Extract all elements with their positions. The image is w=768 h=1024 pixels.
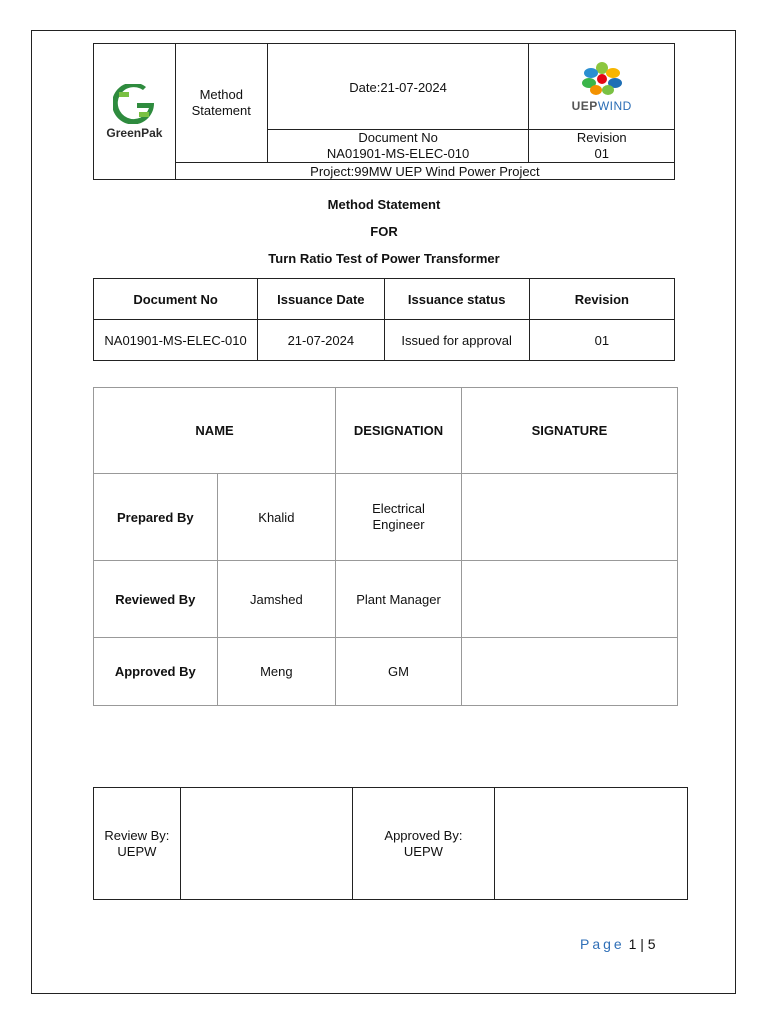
person-designation: GM (336, 638, 462, 706)
signature-cell[interactable] (461, 638, 677, 706)
method-statement-cell (175, 44, 267, 163)
table-row (94, 561, 678, 638)
revision-label: Revision (576, 130, 627, 145)
revision-value: 01 (594, 146, 609, 161)
greenpak-logo (94, 84, 175, 140)
document-no-value: NA01901-MS-ELEC-010 (326, 146, 470, 161)
header-date: Date:21-07-2024 (349, 80, 447, 95)
approved-by-label: Approved By: (384, 827, 463, 843)
table-row (94, 474, 678, 561)
sig-header-name: NAME (94, 388, 336, 474)
role-label: Reviewed By (94, 561, 218, 638)
title-line-3: Turn Ratio Test of Power Transformer (268, 251, 500, 266)
review-by-label: Review By: (104, 827, 170, 843)
person-name: Jamshed (217, 561, 336, 638)
approved-by-cell (353, 788, 495, 900)
sig-header-signature: SIGNATURE (461, 388, 677, 474)
page-word: Page (580, 936, 625, 952)
title-line-1: Method Statement (327, 197, 441, 212)
document-table (93, 278, 675, 361)
uep-logo (529, 61, 674, 113)
review-signature-cell[interactable] (180, 788, 352, 900)
doc-cell-document-no: NA01901-MS-ELEC-010 (94, 320, 258, 361)
person-name: Meng (217, 638, 336, 706)
document-no-cell (267, 130, 529, 163)
page-number (580, 936, 656, 952)
uep-logo-text: UEPWIND (571, 98, 632, 113)
doc-cell-revision: 01 (529, 320, 674, 361)
role-label: Prepared By (94, 474, 218, 561)
doc-header-issuance-status: Issuance status (384, 279, 529, 320)
review-by-cell (94, 788, 181, 900)
document-no-label: Document No (358, 130, 438, 145)
doc-header-issuance-date: Issuance Date (258, 279, 384, 320)
signature-table (93, 387, 678, 706)
uep-flower-icon (576, 61, 628, 97)
project-name: Project:99MW UEP Wind Power Project (310, 163, 540, 179)
review-by-org: UEPW (117, 843, 157, 859)
revision-cell (529, 130, 675, 163)
person-designation: Plant Manager (336, 561, 462, 638)
doc-header-document-no: Document No (94, 279, 258, 320)
page-count: 1 | 5 (628, 936, 656, 952)
role-label: Approved By (94, 638, 218, 706)
header-title: Method Statement (191, 87, 251, 118)
greenpak-logo-cell (94, 44, 176, 180)
doc-cell-issuance-date: 21-07-2024 (258, 320, 384, 361)
doc-header-revision: Revision (529, 279, 674, 320)
project-cell (175, 163, 674, 180)
greenpak-logo-text: GreenPak (106, 125, 163, 140)
table-row (94, 638, 678, 706)
signature-cell[interactable] (461, 474, 677, 561)
signature-table-header (94, 388, 678, 474)
approved-by-org: UEPW (403, 843, 443, 859)
greenpak-g-icon (113, 84, 155, 124)
title-line-2: FOR (370, 224, 398, 239)
document-table-header (94, 279, 675, 320)
person-name: Khalid (217, 474, 336, 561)
signature-cell[interactable] (461, 561, 677, 638)
date-cell (267, 44, 529, 130)
header-table (93, 43, 675, 180)
sig-header-designation: DESIGNATION (336, 388, 462, 474)
table-row (94, 320, 675, 361)
table-row (94, 788, 688, 900)
uep-logo-cell (529, 44, 675, 130)
doc-cell-issuance-status: Issued for approval (384, 320, 529, 361)
person-designation: Electrical Engineer (336, 474, 462, 561)
review-table (93, 787, 688, 900)
approved-signature-cell[interactable] (494, 788, 687, 900)
